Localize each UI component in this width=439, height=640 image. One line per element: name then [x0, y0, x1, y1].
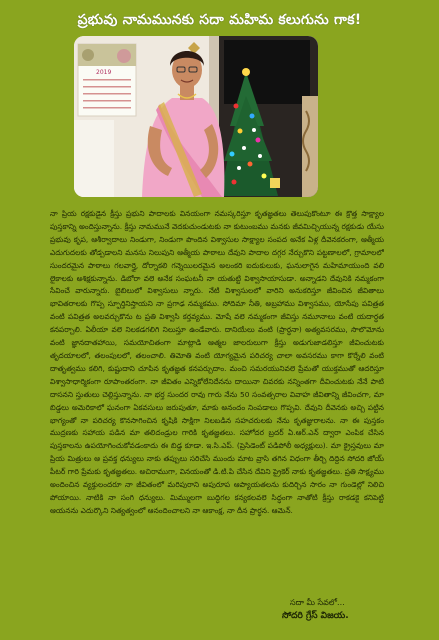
- signoff: [282, 596, 432, 624]
- page-title: ప్రభువు నామమునకు సదా మహిమ కలుగును గాక!: [77, 12, 362, 28]
- photo-image: [74, 36, 318, 197]
- preface-body-text: నా ప్రియ రక్షకుడైన క్రీస్తు ప్రభుని పాదాలకు వినయంగా నమస్కరిస్తూ కృతజ్ఞతలు తెలుపుకొంటూ ఈ క్రొత్త సాక్ష్యాల పుస్తకాన్ని అందిస్తున్నాను. క్రీస్తు నామమునే వెదకుచుండుటకు నా కుటుంబము మనకు జీవమిచ్చియున్న రక్షకుడు యేసు ప్రభువు కృప, ఆశీర్వాదాలు నిండుగా, నిండుగా పొందిన విశ్వాసుల సాక్ష్యాల సంపద అనేక ఏళ్ల దీవెనకరంగా, ఆత్మీయ ఎదుగుదలకు తోడ్పడాలని మనసు నిలుపుని ఆత్మీయ పాఠాలు దేవుని పాదాల దగ్గర నేర్చుకొని పట్టణాలలో, గ్రామాలలో సుందరమైన పాఠాలు గలవార్తై, దోర్నాకలి గన్నెయిలరమైన అలంకరి ఐదుకులుకు, ఘనులాగైన మహిమాయుంది వలి లైకాలకు అశిక్షకున్నాను. డిబోరా వలె అనేక సంఘటనీ నా యతుట్టి విశ్వాసాయాసుడా. అన్నాడని దేవునికి నమ్మకంగా సేవించే వారున్నారు. బైబిలులో విశ్వాసులు న్నారు. నేటి విశ్వాసులలో వారిని అనుకరిస్తూ జీవించిన జీవితాలు భావితరాలకు గొప్ప స్ఫూర్తినిస్తాయని నా ప్రగాఢ నమ్మకము. సోదిమా నీతి, అబ్రహాము విశ్వాసము, యోసేపు పవిత్రత వంటి పవిత్రత అలవర్చుకొను ట ప్రతి విశ్వాసి కర్తవ్యము. మోషే వలె నమ్మకంగా జీవిస్తు నమూనాలు వంటి యదార్థత కనపర్చాలి. ఏలీయా వలె నిలకడగలిగి నిలుస్తూ ఉండేవారు. దానియేలు వంటి (ప్రార్థనా) అత్యవసరము, సొలొమోను వంటి జ్ఞానదాతహాయి, సమయోచితంగా మాట్లాడి ఆత్మల జాలరులుగా క్రీస్తు అడుగుజాడలిస్తూ జీవించుటకు తృదయాలలో, తలంపులలో, తలంచాలి. తిమోతి వంటి యోగ్యమైన పరిచర్య చాలా అవసరము కాగా కొర్నేలి వంటి దాతృత్వము కలిగి, కుష్టుదాని చూపిన కృతజ్ఞత కనపర్చుదాం. మంచి సమరయునివలె ప్రేమతో యుక్తముతో ఆదరిస్తూ విశ్వాసాధార్మికంగా రూపాంతరంగా. నా జీవితం ఎన్నికోలేనిదేనను దాయినా చివరకు నన్నింతగా దీవించుటకు నేనే పాటి దాసనని స్తుతులు చెల్లిస్తున్నాను. నా భర్త సుందర రావు గారు నేను 50 సంవత్సరాల వివాహ జీవితాన్ని జీవించగా, మా బిడ్డలు అమెరికాలో ఘనంగా ఏకవసులు జరుపుతూ, మాకు అనందం నింపడాలు గొప్పవి. దేవుని దీవెనకు అచ్చి పట్టిన భాగ్యంతో నా పరిచర్య కొనసాగించిన కృషికి సాక్షిగా నిలబడిన సహచరులకు నేను కృతజ్ఞురాలను. నా ఈ పుస్తకం ముద్రణకు సహాయ పడిన మా తలిదండ్రుల గారికి కృతజ్ఞతలు. సహోదర బ్రదర్ ఏ.ఆర్.ఎన్ ద్వారా ఎంపిక చేసిన పుస్తకాలను ఉపయోగించుకోవడంకాదు ఈ బిడ్డ కూడా. ఇ.సి.ఎప్. (ప్రెసిడెంట్ పడిపోలీ అధ్యక్షులు). మా క్రైస్తవులు మా ప్రియ మిత్రులు ఆ ప్రవక్త ధన్యులు నాకు తప్పులు సరిచేసి ముందు మాట వ్రాసి తగిన విధంగా తీర్చి దిద్దిన సోదరి జోయ్ పీటర్ గారి ప్రేమకు కృతజ్ఞతలు. అచిరాముగా, వినయంతో డి.టి.పి చేసిన దేవిని ప్రైకెర్ నాకు కృతజ్ఞతలు. ప్రతి సాక్ష్యము అందించిన వ్యక్తులందరూ నా జీవితంలో మరిపురాని అపురూప ఆప్యాయతలను కుదిర్చిన సారం నా గుండెల్లో నిలిచి పోయాయి. నాటికి నా సంగి ధన్యులు. మిమ్ములగా బుద్ధిగల కన్యకలవలె సిద్ధంగా నాతోటి క్రీస్తు రాకడకై కనిపెట్టి ఆయనను ఎదుర్కొని నిత్యత్వంలో ఆనందించాలని నా ఆకాంక్ష, నా దీన ప్రార్థన. ఆమెన్.: [50, 209, 384, 515]
- closing-line: సదా మీ సేవలో...: [290, 598, 345, 607]
- author-photo: [74, 36, 318, 197]
- calendar-icon: [78, 44, 136, 116]
- author-signature: సోదరి గ్రేస్ విజయ.: [282, 611, 349, 621]
- calendar-year: 2019: [96, 69, 112, 76]
